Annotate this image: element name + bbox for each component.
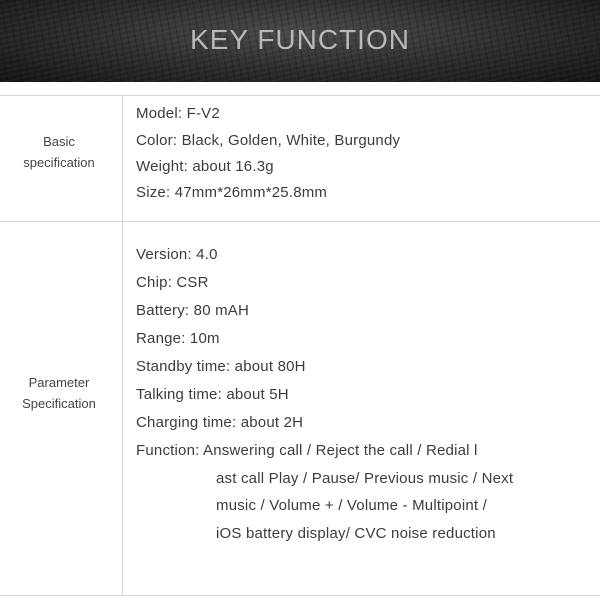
- column-divider: [122, 95, 123, 595]
- param-function-cont-3: iOS battery display/ CVC noise reduction: [216, 525, 496, 542]
- param-talking-time: Talking time: about 5H: [136, 386, 289, 403]
- param-function-cont-1: ast call Play / Pause/ Previous music / Next: [216, 470, 514, 487]
- param-charging-time: Charging time: about 2H: [136, 414, 304, 431]
- basic-spec-label-line2: specification: [23, 155, 95, 170]
- param-function: Function: Answering call / Reject the call / Redial l: [136, 442, 478, 459]
- spec-model: Model: F-V2: [136, 105, 220, 122]
- table-bottom-border: [0, 595, 600, 596]
- basic-spec-label-line1: Basic: [43, 134, 75, 149]
- section-divider: [0, 221, 600, 222]
- param-version: Version: 4.0: [136, 246, 218, 263]
- param-range: Range: 10m: [136, 330, 220, 347]
- banner-title: KEY FUNCTION: [190, 24, 410, 55]
- table-top-border: [0, 95, 600, 96]
- param-chip: Chip: CSR: [136, 274, 209, 291]
- param-standby-time: Standby time: about 80H: [136, 358, 306, 375]
- param-function-cont-2: music / Volume + / Volume - Multipoint /: [216, 497, 488, 514]
- header-banner: [0, 0, 600, 82]
- basic-spec-label: [0, 131, 118, 173]
- parameter-spec-label-line1: Parameter: [28, 375, 90, 390]
- spec-weight: Weight: about 16.3g: [136, 158, 274, 175]
- parameter-spec-label: [0, 372, 118, 414]
- spec-size: Size: 47mm*26mm*25.8mm: [136, 184, 328, 201]
- param-battery: Battery: 80 mAH: [136, 302, 250, 319]
- spec-color: Color: Black, Golden, White, Burgundy: [136, 132, 401, 149]
- parameter-spec-label-line2: Specification: [22, 396, 96, 411]
